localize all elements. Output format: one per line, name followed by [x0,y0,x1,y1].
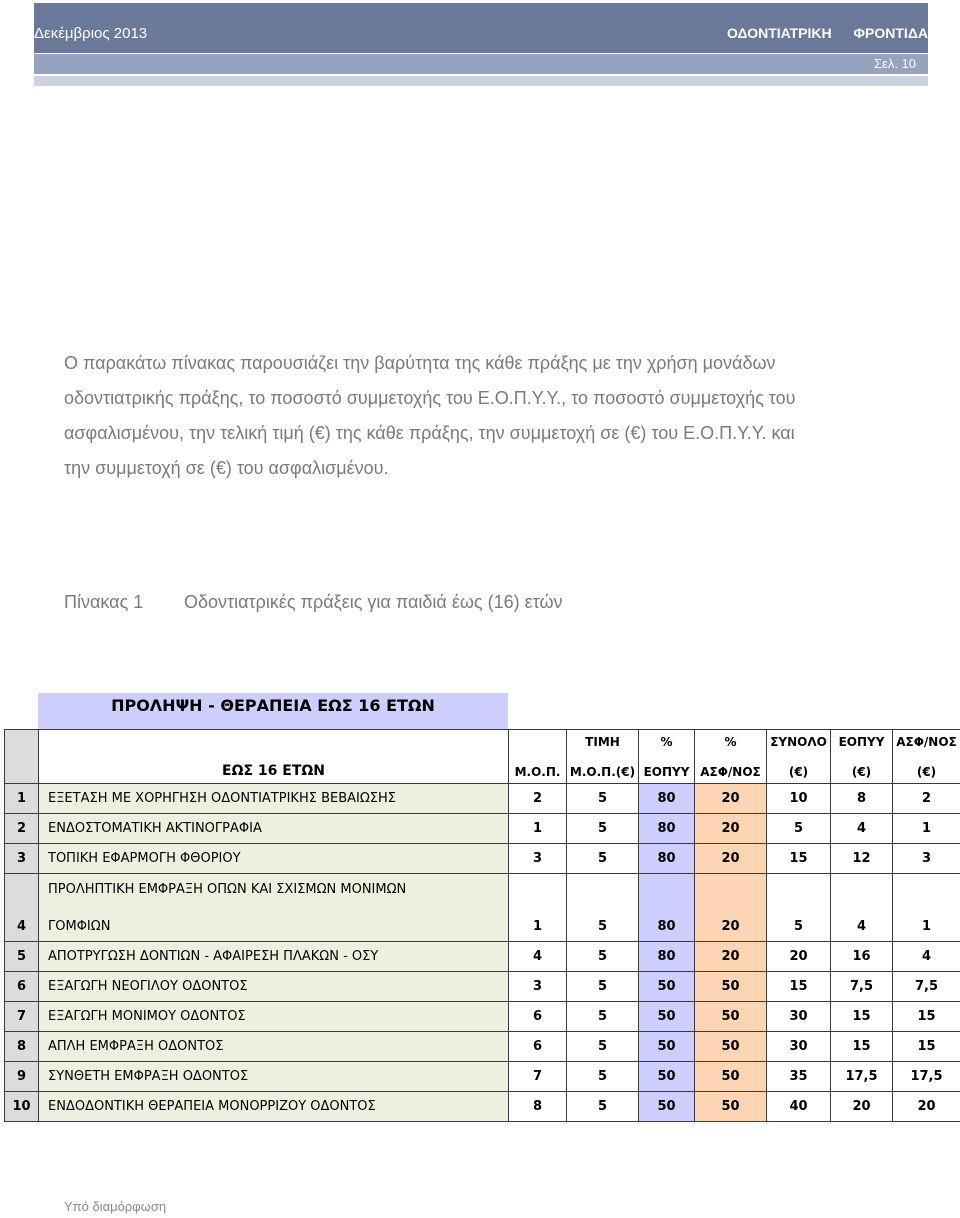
table-row [5,1002,960,1032]
row-asf: 4 [893,942,960,972]
row-asf: 3 [893,844,960,874]
row-asf: 20 [893,1092,960,1122]
row-price: 5 [567,844,639,874]
row-procedure [39,874,509,942]
row-total: 15 [767,972,831,1002]
header-asf-bottom: (€) [916,764,937,779]
row-asf-pct: 50 [695,1032,767,1062]
table-caption-text: Οδοντιατρικές πράξεις για παιδιά έως (16) ετών [184,592,563,612]
intro-line: οδοντιατρικής πράξης, το ποσοστό συμμετοχής του Ε.Ο.Π.Υ.Υ., το ποσοστό συμμετοχής του [64,388,796,408]
table-caption-number: Πίνακας 1 [64,592,144,612]
row-total: 40 [767,1092,831,1122]
row-asf-pct: 20 [695,942,767,972]
row-total: 5 [767,874,831,942]
row-asf: 17,5 [893,1062,960,1092]
intro-line: Ο παρακάτω πίνακας παρουσιάζει την βαρύτητα της κάθε πράξης με την χρήση μονάδων [64,353,776,373]
row-number: 1 [5,784,39,814]
header-bar [34,3,928,53]
header-eopyy-top: ΕΟΠΥΥ [838,734,885,749]
row-asf-pct: 50 [695,1092,767,1122]
table-row [5,1092,960,1122]
header-price-bottom: Μ.Ο.Π.(€) [569,764,636,779]
row-number: 2 [5,814,39,844]
row-eopyy-pct: 80 [639,844,695,874]
row-number: 7 [5,1002,39,1032]
row-procedure: ΕΞΑΓΩΓΗ ΝΕΟΓΙΛΟΥ ΟΔΟΝΤΟΣ [39,972,509,1002]
header-cell-total [767,730,831,784]
row-total: 5 [767,814,831,844]
row-eopyy-pct: 50 [639,1002,695,1032]
row-price: 5 [567,942,639,972]
procedures-table [4,729,960,1122]
row-number: 10 [5,1092,39,1122]
row-number: 6 [5,972,39,1002]
row-eopyy-pct: 80 [639,874,695,942]
header-total-top: ΣΥΝΟΛΟ [770,734,827,749]
header-cell-asf [893,730,960,784]
header-total-bottom: (€) [788,764,809,779]
row-procedure: ΑΠΛΗ ΕΜΦΡΑΞΗ ΟΔΟΝΤΟΣ [39,1032,509,1062]
row-mop: 8 [509,1092,567,1122]
row-asf: 1 [893,874,960,942]
page-number: Σελ. 10 [873,56,916,71]
row-asf-pct: 20 [695,784,767,814]
header-price-top: ΤΙΜΗ [585,734,620,749]
row-price: 5 [567,972,639,1002]
row-procedure: ΤΟΠΙΚΗ ΕΦΑΡΜΟΓΗ ΦΘΟΡΙΟΥ [39,844,509,874]
row-mop: 3 [509,844,567,874]
row-eopyy-pct: 50 [639,1032,695,1062]
header-mop: Μ.Ο.Π. [514,764,561,779]
row-eopyy-pct: 50 [639,1062,695,1092]
row-eopyy: 8 [831,784,893,814]
row-asf-pct: 50 [695,972,767,1002]
row-total: 20 [767,942,831,972]
row-eopyy: 4 [831,874,893,942]
header-cell-eopyy-pct [639,730,695,784]
row-procedure-line1: ΠΡΟΛΗΠΤΙΚΗ ΕΜΦΡΑΞΗ ΟΠΩΝ ΚΑΙ ΣΧΙΣΜΩΝ ΜΟΝΙΜΩΝ [48,881,407,897]
row-mop: 3 [509,972,567,1002]
table-row [5,972,960,1002]
header-cell-eopyy [831,730,893,784]
row-eopyy: 20 [831,1092,893,1122]
header-cell-no [5,730,39,784]
row-total: 30 [767,1032,831,1062]
row-asf: 7,5 [893,972,960,1002]
row-total: 10 [767,784,831,814]
header-eopyy-pct-bottom: ΕΟΠΥΥ [643,764,690,779]
footer-status: Υπό διαμόρφωση [64,1199,167,1214]
row-asf-pct: 50 [695,1062,767,1092]
header-cell-asf-pct [695,730,767,784]
row-mop: 7 [509,1062,567,1092]
row-asf-pct: 20 [695,814,767,844]
row-eopyy-pct: 50 [639,1092,695,1122]
table-row [5,1032,960,1062]
row-eopyy: 7,5 [831,972,893,1002]
row-mop: 1 [509,814,567,844]
header-eopyy-bottom: (€) [851,764,872,779]
row-procedure: ΑΠΟΤΡΥΓΩΣΗ ΔΟΝΤΙΩΝ - ΑΦΑΙΡΕΣΗ ΠΛΑΚΩΝ - ΟΣΥ [39,942,509,972]
row-price: 5 [567,874,639,942]
table-row [5,784,960,814]
table-header-row [5,730,960,784]
row-eopyy: 4 [831,814,893,844]
row-mop: 4 [509,942,567,972]
header-asf-top: ΑΣΦ/ΝΟΣ [896,734,957,749]
header-stripe [34,76,928,86]
row-eopyy-pct: 50 [639,972,695,1002]
row-mop: 6 [509,1032,567,1062]
intro-paragraph [64,346,924,486]
header-eopyy-pct-top: % [660,734,673,749]
table-row [5,942,960,972]
header-cell-price [567,730,639,784]
row-price: 5 [567,1002,639,1032]
row-procedure: ΣΥΝΘΕΤΗ ΕΜΦΡΑΞΗ ΟΔΟΝΤΟΣ [39,1062,509,1092]
intro-line: ασφαλισμένου, την τελική τιμή (€) της κάθε πράξης, την συμμετοχή σε (€) του Ε.Ο.Π.Υ.Υ. και [64,423,795,443]
row-eopyy-pct: 80 [639,814,695,844]
row-mop: 6 [509,1002,567,1032]
row-procedure: ΕΝΔΟΔΟΝΤΙΚΗ ΘΕΡΑΠΕΙΑ ΜΟΝΟΡΡΙΖΟΥ ΟΔΟΝΤΟΣ [39,1092,509,1122]
row-procedure: ΕΞΕΤΑΣΗ ΜΕ ΧΟΡΗΓΗΣΗ ΟΔΟΝΤΙΑΤΡΙΚΗΣ ΒΕΒΑΙΩΣΗΣ [39,784,509,814]
row-asf-pct: 20 [695,844,767,874]
header-asf-pct-bottom: ΑΣΦ/ΝΟΣ [700,764,761,779]
row-asf: 15 [893,1002,960,1032]
row-number: 5 [5,942,39,972]
row-eopyy: 17,5 [831,1062,893,1092]
table-banner: ΠΡΟΛΗΨΗ - ΘΕΡΑΠΕΙΑ ΕΩΣ 16 ΕΤΩΝ [38,693,508,730]
row-total: 35 [767,1062,831,1092]
row-asf-pct: 20 [695,874,767,942]
row-procedure: ΕΞΑΓΩΓΗ ΜΟΝΙΜΟΥ ΟΔΟΝΤΟΣ [39,1002,509,1032]
row-asf-pct: 50 [695,1002,767,1032]
row-price: 5 [567,1062,639,1092]
row-asf: 1 [893,814,960,844]
row-number: 3 [5,844,39,874]
table-row [5,844,960,874]
row-total: 30 [767,1002,831,1032]
header-asf-pct-top: % [724,734,737,749]
row-number: 4 [5,874,39,942]
row-number: 8 [5,1032,39,1062]
row-price: 5 [567,814,639,844]
row-number: 9 [5,1062,39,1092]
row-mop: 1 [509,874,567,942]
row-price: 5 [567,1092,639,1122]
row-mop: 2 [509,784,567,814]
table-row [5,1062,960,1092]
row-price: 5 [567,1032,639,1062]
header-cell-name: ΕΩΣ 16 ΕΤΩΝ [39,730,509,784]
table-row [5,874,960,942]
header-cell-mop [509,730,567,784]
row-total: 15 [767,844,831,874]
row-eopyy: 15 [831,1032,893,1062]
row-procedure: ΕΝΔΟΣΤΟΜΑΤΙΚΗ ΑΚΤΙΝΟΓΡΑΦΙΑ [39,814,509,844]
header-title [727,25,928,41]
header-subbar [34,54,928,74]
row-eopyy-pct: 80 [639,784,695,814]
row-procedure-line2: ΓΟΜΦΙΩΝ [48,918,111,934]
row-price: 5 [567,784,639,814]
header-date: Δεκέμβριος 2013 [34,25,148,42]
intro-line: την συμμετοχή σε (€) του ασφαλισμένου. [64,458,389,478]
table-caption [64,592,563,613]
header-title-part1: ΟΔΟΝΤΙΑΤΡΙΚΗ [727,25,832,41]
row-asf: 15 [893,1032,960,1062]
row-eopyy: 16 [831,942,893,972]
header-title-part2: ΦΡΟΝΤΙΔΑ [853,25,928,41]
row-eopyy: 12 [831,844,893,874]
row-eopyy: 15 [831,1002,893,1032]
row-eopyy-pct: 80 [639,942,695,972]
row-asf: 2 [893,784,960,814]
table-row [5,814,960,844]
